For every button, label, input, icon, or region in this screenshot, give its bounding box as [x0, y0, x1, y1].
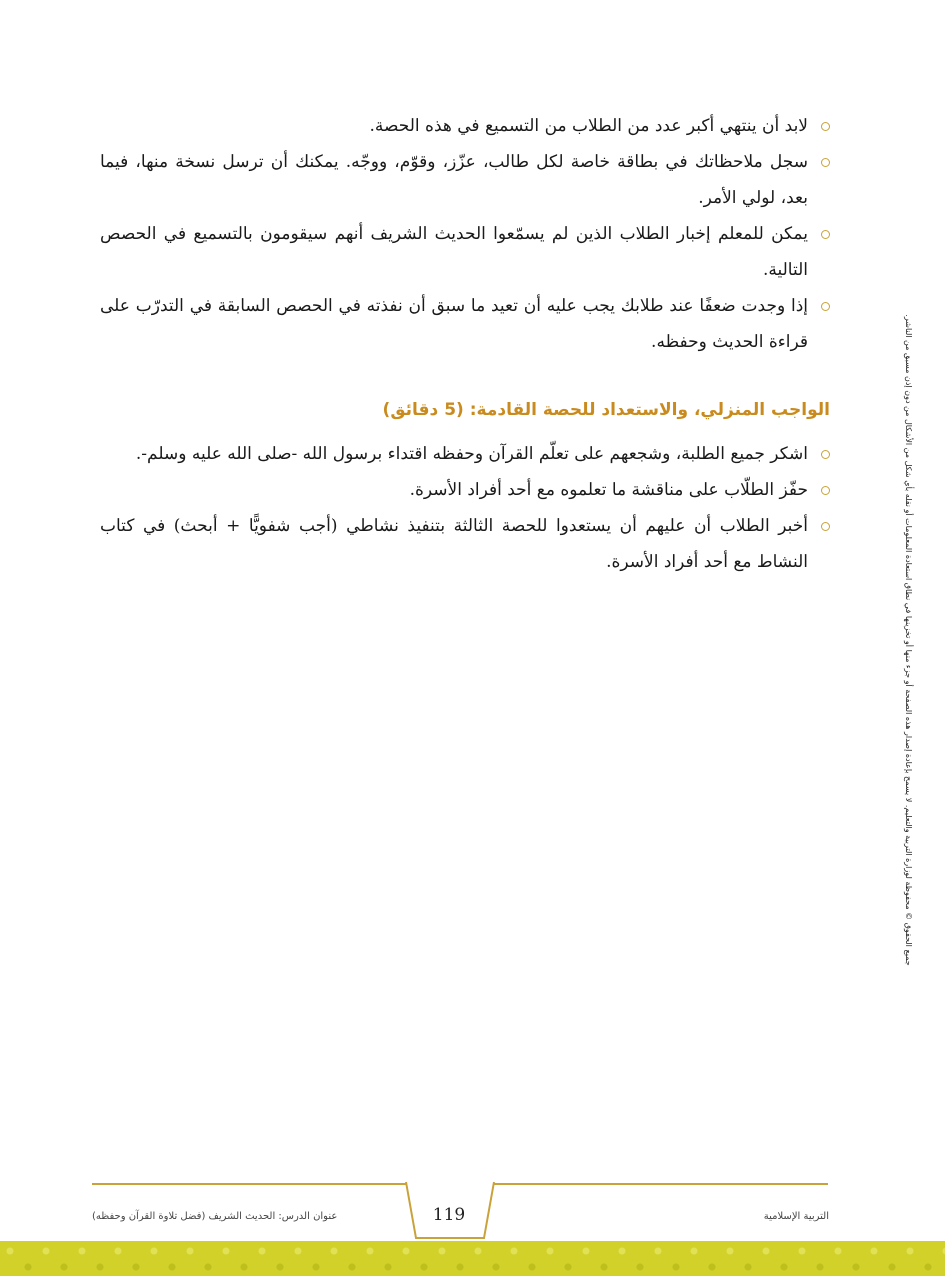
list-item: سجل ملاحظاتك في بطاقة خاصة لكل طالب، عزّز، وقوّم، ووجّه. يمكنك أن ترسل نسخة منها، فيما بعد، لولي الأمر.	[100, 144, 830, 216]
lesson-title: عنوان الدرس: الحديث الشريف (فضل تلاوة القرآن وحفظه)	[92, 1211, 338, 1222]
circle-bullet-icon	[821, 450, 830, 459]
decorative-pattern-band	[0, 1241, 945, 1276]
list-item: حفّز الطلّاب على مناقشة ما تعلموه مع أحد أفراد الأسرة.	[100, 472, 830, 508]
circle-bullet-icon	[821, 122, 830, 131]
homework-heading: الواجب المنزلي، والاستعداد للحصة القادمة: (5 دقائق)	[382, 400, 830, 420]
list-item: أخبر الطلاب أن عليهم أن يستعدوا للحصة الثالثة بتنفيذ نشاطي (أجب شفويًّا + أبحث) في كتاب النشاط مع أحد أفراد الأسرة.	[100, 508, 830, 580]
subject-name: التربية الإسلامية	[763, 1211, 829, 1222]
list-item: اشكر جميع الطلبة، وشجعهم على تعلّم القرآن وحفظه اقتداء برسول الله -صلى الله عليه وسلم-.	[100, 436, 830, 472]
list-item: لابد أن ينتهي أكبر عدد من الطلاب من التسميع في هذه الحصة.	[100, 108, 830, 144]
copyright-side-note: جميع الحقوق © محفوظة لوزارة التربية والتعليم. لا يسمح بإعادة إصدار هذه الصفحة أو جزء منها أو تخزينها في نطاق استعادة المعلومات أو نقله بأي شكل من الأشكال من دون إذن مسبق من الناشر.	[904, 314, 913, 966]
page-number: 119	[432, 1205, 466, 1225]
instructions-list	[100, 108, 830, 360]
list-item: يمكن للمعلم إخبار الطلاب الذين لم يسمّعوا الحديث الشريف أنهم سيقومون بالتسميع في الحصص التالية.	[100, 216, 830, 288]
circle-bullet-icon	[821, 158, 830, 167]
homework-list	[100, 436, 830, 580]
circle-bullet-icon	[821, 302, 830, 311]
circle-bullet-icon	[821, 486, 830, 495]
circle-bullet-icon	[821, 230, 830, 239]
list-item: إذا وجدت ضعفًا عند طلابك يجب عليه أن تعيد ما سبق أن نفذته في الحصص السابقة في التدرّب على قراءة الحديث وحفظه.	[100, 288, 830, 360]
circle-bullet-icon	[821, 522, 830, 531]
